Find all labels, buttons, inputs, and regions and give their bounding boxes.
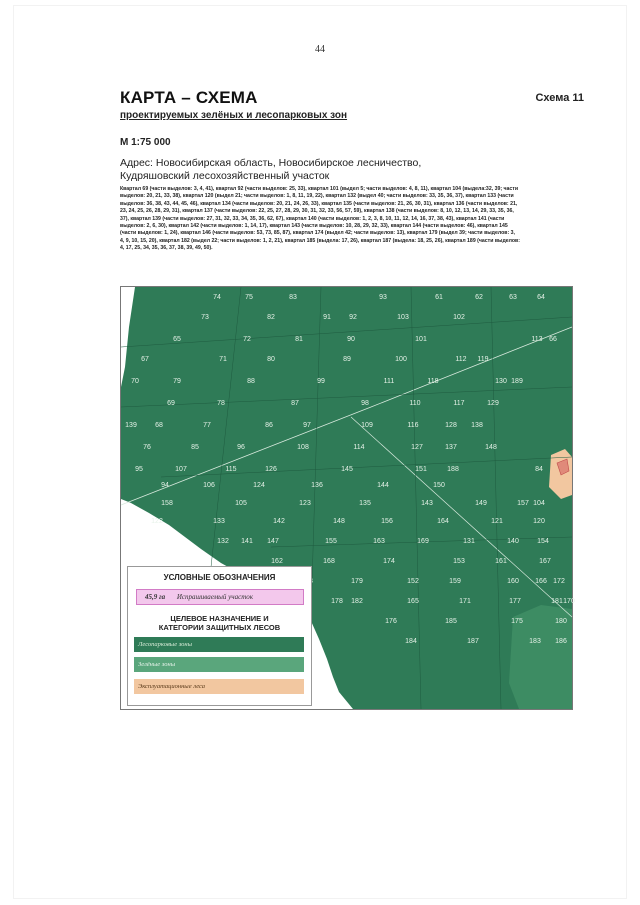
quarter-label: 170 — [563, 598, 575, 605]
quarter-label: 82 — [267, 314, 275, 321]
quarter-label: 177 — [509, 598, 521, 605]
quarter-label: 186 — [555, 638, 567, 645]
quarter-label: 98 — [361, 400, 369, 407]
quarter-label: 150 — [433, 482, 445, 489]
quarter-label: 102 — [453, 314, 465, 321]
quarter-label: 99 — [317, 378, 325, 385]
quarter-label: 135 — [359, 500, 371, 507]
quarter-label: 93 — [379, 294, 387, 301]
quarter-label: 142 — [273, 518, 285, 525]
map-subtitle: проектируемых зелёных и лесопарковых зон — [120, 110, 348, 121]
quarter-label: 154 — [537, 538, 549, 545]
quarter-label: 88 — [247, 378, 255, 385]
quarter-label: 73 — [201, 314, 209, 321]
quarter-label: 65 — [173, 336, 181, 343]
quarter-label: 66 — [549, 336, 557, 343]
quarter-label: 156 — [381, 518, 393, 525]
quarter-label: 85 — [191, 444, 199, 451]
quarters-description: Квартал 69 (части выделов: 3, 4, 41), квартал 92 (части выделов: 25, 33), квартал 101 (выдел 5; части выделов: 4, 8, 11), квартал 104 (выдела:32, 39; части выделов: 20, 21, 33, 38), квартал 120 (выдел 21; части выделов: 1, 8, 11, 19, 22), квартал 132 (выдел 40; части выделов: 33, 35, 36, 37), квартал 133 (части выделов: 36, 38, 43, 44, 45, 46), квартал 134 (части выделов: 20, 21, 24, 26, 33), квартал 135 (части выделов: 21, 26, 30, 31), квартал 136 (части выделов: 21, 23, 24, 25, 26, 28, 29, 31), квартал 137 (части выделов: 22, 25, 27, 28, 29, 30, 31, 32, 33, 56, 57, 59), квартал 138 (части выделов: 8, 10, 12, 13, 14, 29, 33, 35, 36, 37), квартал 139 (части выделов: 27, 31, 32, 33, 34, 35, 36, 62, 67), квартал 140 (части выделов: 1, 2, 3, 8, 10, 11, 12, 14, 16, 37, 38, 43), квартал 141 (части выделов: 2, 6, 30), квартал 142 (части выделов: 1, 14, 17), квартал 143 (части выделов: 10, 28, 29, 32, 33), квартал 144 (части выделов: 46), квартал 145 (части выделов: 1, 24), квартал 146 (части выделов: 53, 73, 85, 87), квартал 174 (выдел 42; части выделов: 13), квартал 179 (выдел 39; части выделов: 3, 4, 9, 10, 15, 20), квартал 182 (выдел 22; части выделов: 1, 2, 21), квартал 185 (выдела: 17, 26), квартал 187 (выдела: 18, 25, 26), квартал 189 (части выделов: 4, 17, 25, 34, 35, 36, 37, 38, 39, 49, 50). — [120, 186, 520, 252]
quarter-label: 78 — [217, 400, 225, 407]
quarter-label: 189 — [511, 378, 523, 385]
quarter-label: 127 — [411, 444, 423, 451]
quarter-label: 185 — [445, 618, 457, 625]
quarter-label: 106 — [203, 482, 215, 489]
requested-plot-area-value: 45,9 га — [145, 593, 166, 601]
quarter-label: 159 — [449, 578, 461, 585]
quarter-label: 119 — [477, 356, 489, 363]
quarter-label: 139 — [125, 422, 137, 429]
quarter-label: 158 — [161, 500, 173, 507]
quarter-label: 121 — [491, 518, 503, 525]
quarter-label: 112 — [455, 356, 467, 363]
quarter-label: 122 — [151, 518, 163, 525]
quarter-label: 138 — [471, 422, 483, 429]
quarter-label: 167 — [539, 558, 551, 565]
quarter-label: 111 — [383, 378, 395, 385]
quarter-label: 116 — [407, 422, 419, 429]
address-line-2: Кудряшовский лесохозяйственный участок — [120, 170, 330, 182]
quarter-label: 91 — [323, 314, 331, 321]
quarter-label: 183 — [529, 638, 541, 645]
map-scale: М 1:75 000 — [120, 137, 171, 148]
quarter-label: 148 — [485, 444, 497, 451]
quarter-label: 161 — [495, 558, 507, 565]
quarter-label: 75 — [245, 294, 253, 301]
legend-requested-plot — [136, 589, 304, 605]
quarter-label: 97 — [303, 422, 311, 429]
quarter-label: 80 — [267, 356, 275, 363]
quarter-label: 178 — [331, 598, 343, 605]
address-line-1: Адрес: Новосибирская область, Новосибирское лесничество, — [120, 157, 422, 169]
quarter-label: 117 — [453, 400, 465, 407]
quarter-label: 77 — [203, 422, 211, 429]
quarter-label: 157 — [517, 500, 529, 507]
quarter-label: 100 — [395, 356, 407, 363]
quarter-label: 165 — [407, 598, 419, 605]
quarter-label: 153 — [453, 558, 465, 565]
quarter-label: 63 — [509, 294, 517, 301]
quarter-label: 181 — [551, 598, 563, 605]
legend-forest-park-zones: Лесопарковые зоны — [134, 637, 304, 652]
quarter-label: 148 — [333, 518, 345, 525]
quarter-label: 176 — [385, 618, 397, 625]
legend-purpose-heading — [128, 614, 311, 632]
quarter-label: 184 — [405, 638, 417, 645]
requested-plot-label: Испрашиваемый участок — [176, 593, 254, 601]
quarter-label: 109 — [361, 422, 373, 429]
quarter-label: 136 — [311, 482, 323, 489]
quarter-label: 188 — [447, 466, 459, 473]
quarter-label: 162 — [271, 558, 283, 565]
quarter-label: 107 — [175, 466, 187, 473]
legend-green-zones: Зелёные зоны — [134, 657, 304, 672]
legend-purpose-line-2: КАТЕГОРИИ ЗАЩИТНЫХ ЛЕСОВ — [158, 623, 281, 632]
quarter-label: 67 — [141, 356, 149, 363]
quarter-label: 160 — [507, 578, 519, 585]
quarter-label: 182 — [351, 598, 363, 605]
quarter-label: 94 — [161, 482, 169, 489]
quarter-label: 123 — [299, 500, 311, 507]
quarter-label: 108 — [297, 444, 309, 451]
quarter-label: 89 — [343, 356, 351, 363]
quarter-label: 187 — [467, 638, 479, 645]
quarter-label: 114 — [353, 444, 365, 451]
quarter-label: 155 — [325, 538, 337, 545]
quarter-label: 68 — [155, 422, 163, 429]
legend-exploitation-forests: Эксплуатационные леса — [134, 679, 304, 694]
quarter-label: 83 — [289, 294, 297, 301]
quarter-label: 69 — [167, 400, 175, 407]
quarter-label: 144 — [377, 482, 389, 489]
quarter-label: 179 — [351, 578, 363, 585]
quarter-label: 151 — [415, 466, 427, 473]
quarter-label: 64 — [537, 294, 545, 301]
quarter-label: 120 — [533, 518, 545, 525]
quarter-label: 174 — [383, 558, 395, 565]
quarter-label: 133 — [213, 518, 225, 525]
quarter-label: 131 — [463, 538, 475, 545]
quarter-label: 95 — [135, 466, 143, 473]
scheme-label: Схема 11 — [535, 92, 584, 104]
quarter-label: 140 — [507, 538, 519, 545]
legend-purpose-line-1: ЦЕЛЕВОЕ НАЗНАЧЕНИЕ И — [170, 614, 269, 623]
quarter-label: 152 — [407, 578, 419, 585]
quarter-label: 92 — [349, 314, 357, 321]
quarter-label: 110 — [409, 400, 421, 407]
page-number: 44 — [315, 44, 325, 55]
quarter-label: 130 — [495, 378, 507, 385]
quarter-label: 166 — [535, 578, 547, 585]
quarter-label: 72 — [243, 336, 251, 343]
quarter-label: 149 — [475, 500, 487, 507]
quarter-label: 141 — [241, 538, 253, 545]
quarter-label: 101 — [415, 336, 427, 343]
quarter-label: 103 — [397, 314, 409, 321]
quarter-label: 84 — [535, 466, 543, 473]
quarter-label: 175 — [511, 618, 523, 625]
quarter-label: 90 — [347, 336, 355, 343]
quarter-label: 104 — [533, 500, 545, 507]
quarter-label: 71 — [219, 356, 227, 363]
quarter-label: 70 — [131, 378, 139, 385]
quarter-label: 105 — [235, 500, 247, 507]
quarter-label: 171 — [459, 598, 471, 605]
quarter-label: 164 — [437, 518, 449, 525]
quarter-label: 113 — [531, 336, 543, 343]
quarter-label: 86 — [265, 422, 273, 429]
address-block — [120, 157, 540, 183]
quarter-label: 147 — [267, 538, 279, 545]
map-title: КАРТА – СХЕМА — [120, 88, 258, 107]
quarter-label: 168 — [323, 558, 335, 565]
quarter-label: 169 — [417, 538, 429, 545]
quarter-label: 115 — [225, 466, 237, 473]
quarter-label: 137 — [445, 444, 457, 451]
quarter-label: 74 — [213, 294, 221, 301]
quarter-label: 180 — [555, 618, 567, 625]
legend-heading: УСЛОВНЫЕ ОБОЗНАЧЕНИЯ — [163, 573, 276, 582]
quarter-label: 96 — [237, 444, 245, 451]
quarter-label: 143 — [421, 500, 433, 507]
map-legend — [127, 566, 312, 706]
quarter-label: 132 — [217, 538, 229, 545]
quarter-label: 126 — [265, 466, 277, 473]
quarter-label: 124 — [253, 482, 265, 489]
quarter-label: 62 — [475, 294, 483, 301]
quarter-label: 61 — [435, 294, 443, 301]
quarter-label: 81 — [295, 336, 303, 343]
quarter-label: 129 — [487, 400, 499, 407]
quarter-label: 76 — [143, 444, 151, 451]
quarter-label: 87 — [291, 400, 299, 407]
quarter-label: 163 — [373, 538, 385, 545]
quarter-label: 118 — [427, 378, 439, 385]
quarter-label: 172 — [553, 578, 565, 585]
quarter-label: 79 — [173, 378, 181, 385]
quarter-label: 145 — [341, 466, 353, 473]
quarter-label: 128 — [445, 422, 457, 429]
